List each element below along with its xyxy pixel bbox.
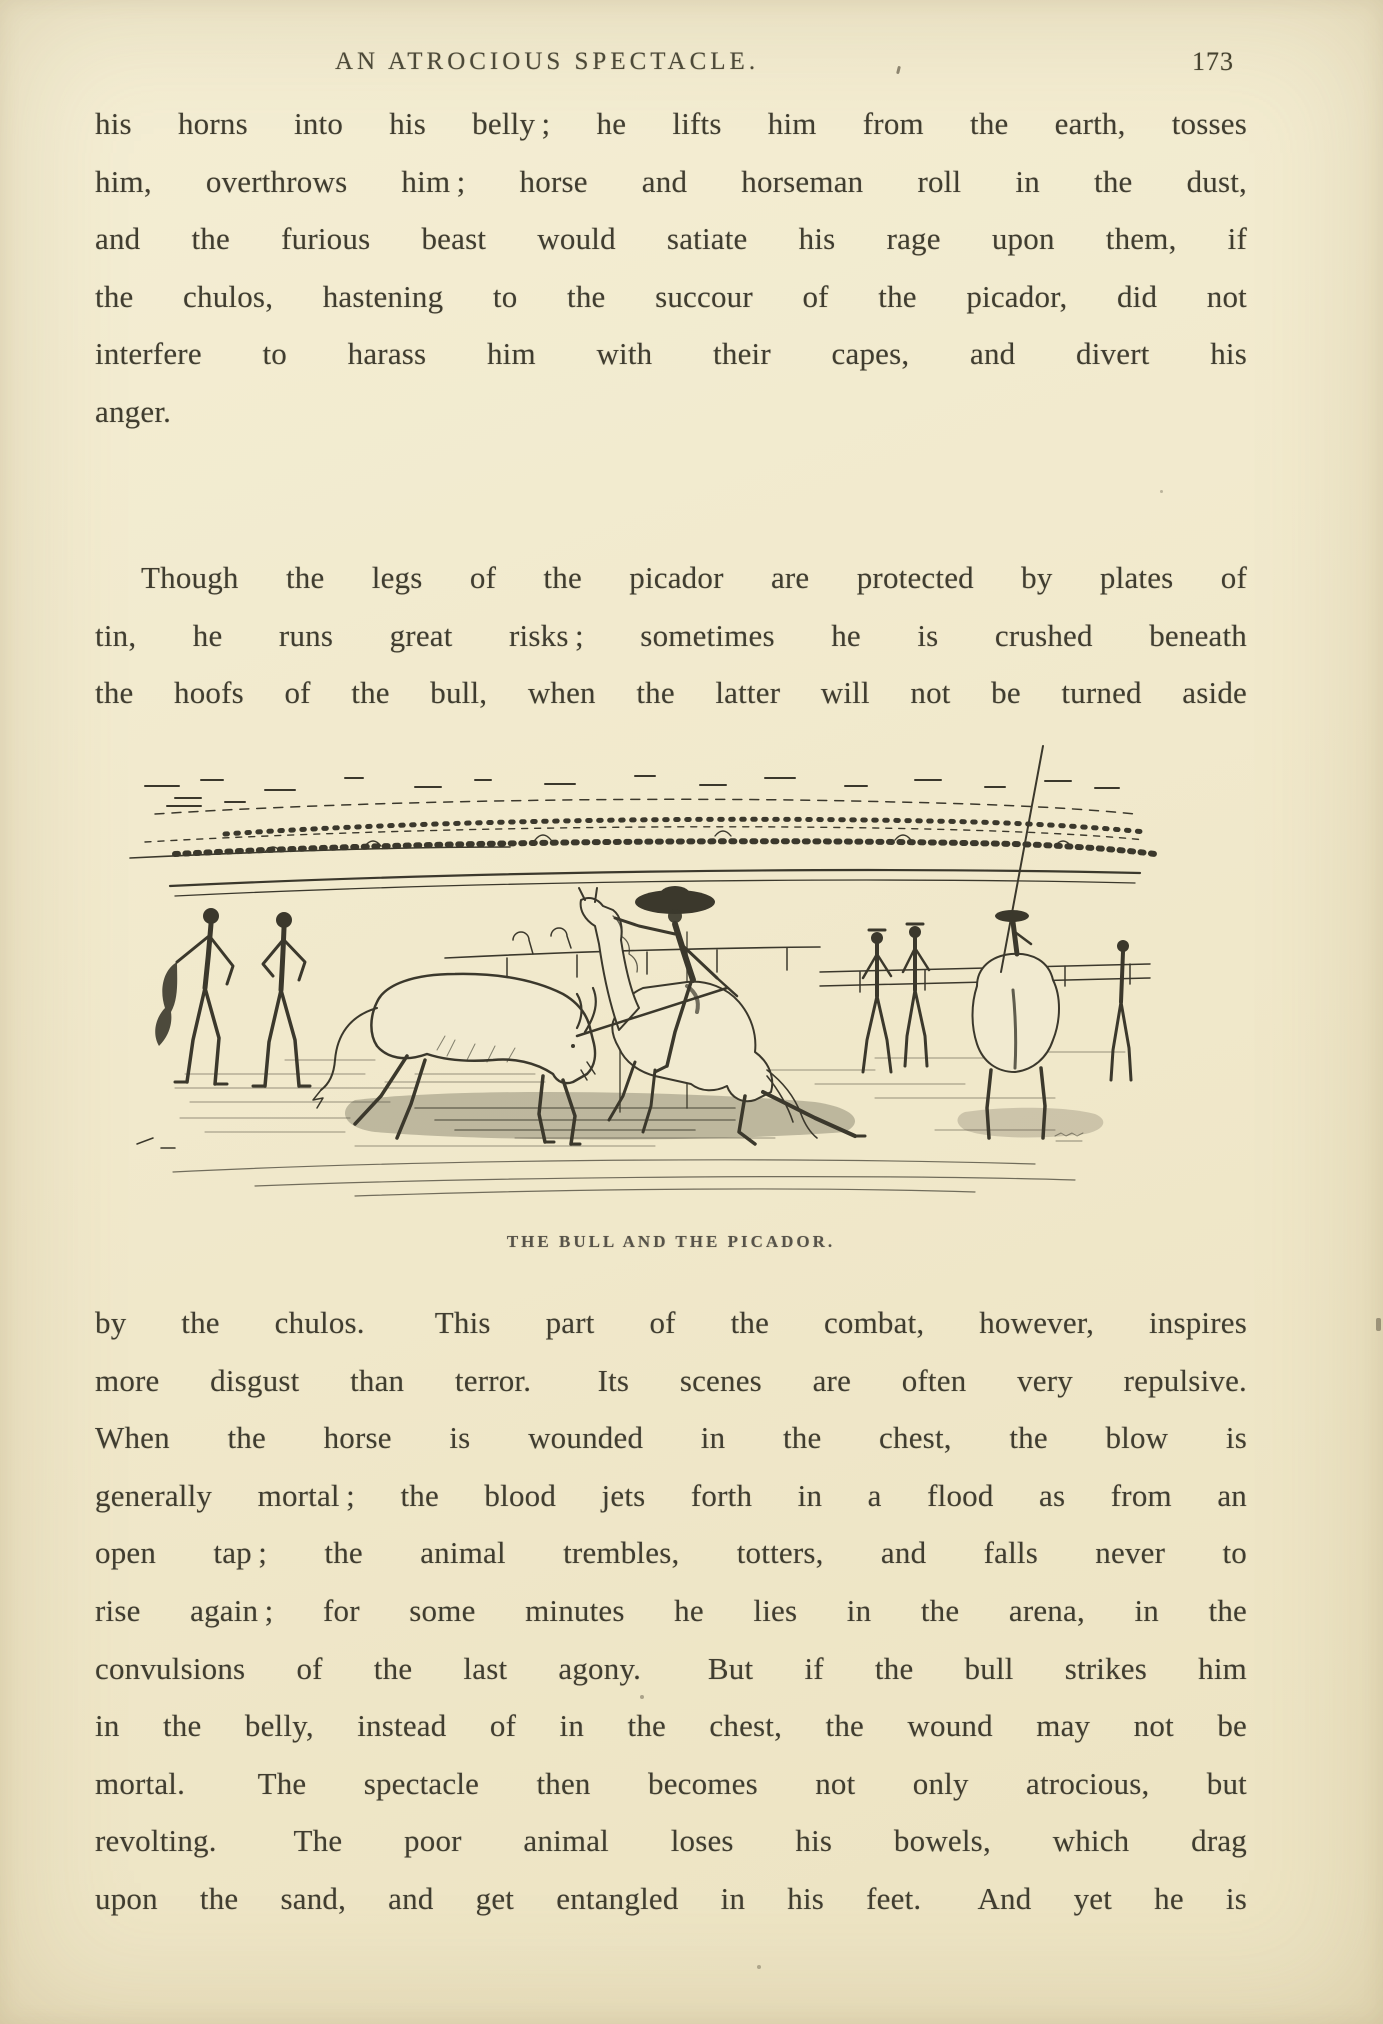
paragraph — [95, 1294, 1247, 1928]
scan-speck — [1376, 1318, 1381, 1331]
illustration-bull-and-picador — [115, 740, 1165, 1218]
paragraph — [95, 549, 1247, 722]
scan-speck — [757, 1965, 761, 1969]
crowd-sketch — [145, 776, 1155, 854]
figure-caption: THE BULL AND THE PICADOR. — [506, 1232, 836, 1251]
scan-speck — [1160, 490, 1163, 493]
text-line: convulsions of the last agony. But if the bull strikes him — [95, 1650, 1247, 1686]
text-line: open tap ; the animal trembles, totters, and falls never to — [95, 1535, 1247, 1571]
mounted-picador-figure — [973, 746, 1060, 1138]
chulo-figures — [155, 908, 310, 1086]
text-line: revolting. The poor animal loses his bowels, which drag — [95, 1823, 1247, 1859]
text-line: tin, he runs great risks ; sometimes he is crushed beneath — [95, 617, 1247, 653]
paragraph — [95, 95, 1247, 441]
text-line: rise again ; for some minutes he lies in the arena, in the — [95, 1592, 1247, 1628]
text-line: generally mortal ; the blood jets forth in a flood as from an — [95, 1477, 1247, 1513]
running-title: AN ATROCIOUS SPECTACLE. — [335, 48, 760, 75]
text-line: him, overthrows him ; horse and horseman roll in the dust, — [95, 163, 1247, 199]
text-line: and the furious beast would satiate his rage upon them, if — [95, 221, 1247, 257]
text-line: anger. — [95, 393, 172, 429]
text-line: the chulos, hastening to the succour of the picador, did not — [95, 278, 1247, 314]
text-line: in the belly, instead of in the chest, the wound may not be — [95, 1708, 1247, 1744]
text-line: interfere to harass him with their capes, and divert his — [95, 336, 1247, 372]
page-number: 173 — [1192, 47, 1234, 76]
text-line: the hoofs of the bull, when the latter will not be turned aside — [95, 675, 1247, 711]
text-line: mortal. The spectacle then becomes not only atrocious, but — [95, 1765, 1247, 1801]
text-line: more disgust than terror. Its scenes are often very repulsive. — [95, 1362, 1247, 1398]
text-line: his horns into his belly ; he lifts him from the earth, tosses — [95, 106, 1247, 141]
scan-speck — [640, 1695, 644, 1699]
scan-speck — [896, 66, 901, 74]
text-line: by the chulos. This part of the combat, however, inspires — [95, 1305, 1247, 1340]
text-line: upon the sand, and get entangled in his feet. And yet he is — [95, 1880, 1247, 1916]
text-line: When the horse is wounded in the chest, the blow is — [95, 1420, 1247, 1456]
text-line: Though the legs of the picador are protected by plates of — [141, 560, 1247, 595]
